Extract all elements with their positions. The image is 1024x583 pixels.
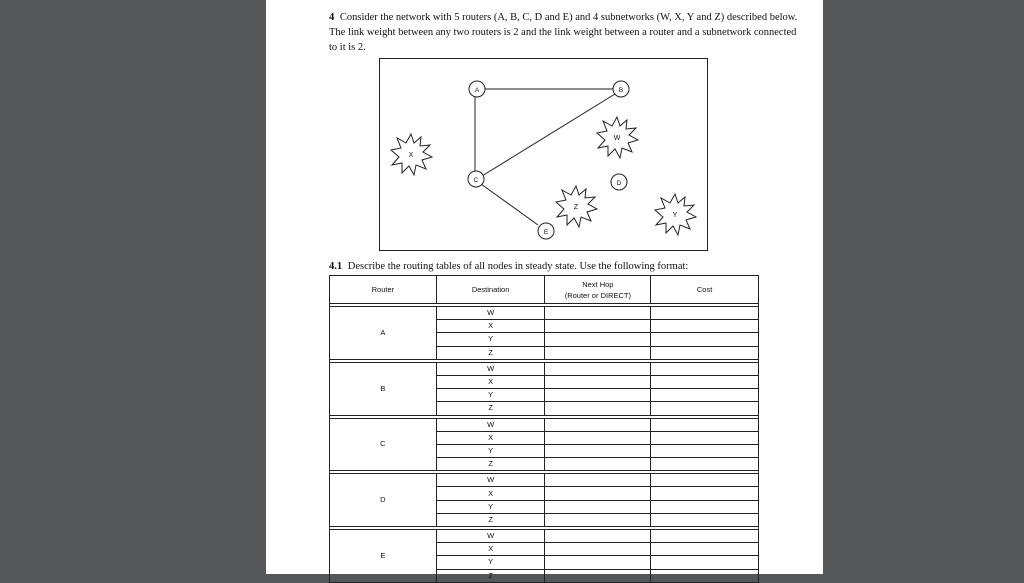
destination-cell: Z — [436, 402, 545, 415]
destination-cell: X — [436, 375, 545, 388]
routing-table-body — [330, 304, 759, 583]
cost-cell[interactable] — [651, 375, 759, 388]
destination-cell: X — [436, 320, 545, 333]
destination-cell: Z — [436, 569, 545, 582]
cost-cell[interactable] — [651, 487, 759, 500]
link-c-e — [481, 184, 538, 225]
subquestion-4-1 — [329, 261, 799, 272]
link-c-b — [482, 94, 615, 176]
router-label-e: E — [543, 229, 549, 236]
cost-cell[interactable] — [651, 389, 759, 402]
cost-cell[interactable] — [651, 458, 759, 471]
next-hop-cell[interactable] — [545, 333, 651, 346]
cost-cell[interactable] — [651, 320, 759, 333]
next-hop-cell[interactable] — [545, 487, 651, 500]
next-hop-cell[interactable] — [545, 530, 651, 543]
router-c — [468, 171, 484, 187]
router-a — [469, 81, 485, 97]
subquestion-text: Describe the routing tables of all nodes in steady state. Use the following format: — [347, 261, 689, 272]
cost-cell[interactable] — [651, 530, 759, 543]
question-4 — [329, 10, 799, 55]
router-label-d: D — [616, 180, 622, 187]
destination-cell: Y — [436, 333, 545, 346]
router-label-b: B — [618, 87, 624, 94]
router-cell: A — [330, 307, 437, 360]
routing-table-header — [330, 276, 759, 304]
table-row — [330, 418, 759, 431]
destination-cell: X — [436, 431, 545, 444]
router-cell: E — [330, 530, 437, 583]
next-hop-cell[interactable] — [545, 307, 651, 320]
next-hop-cell[interactable] — [545, 458, 651, 471]
destination-cell: W — [436, 530, 545, 543]
next-hop-cell[interactable] — [545, 431, 651, 444]
destination-cell: X — [436, 487, 545, 500]
destination-cell: W — [436, 307, 545, 320]
cost-cell[interactable] — [651, 500, 759, 513]
network-diagram-svg — [380, 59, 707, 250]
table-row — [330, 530, 759, 543]
destination-cell: W — [436, 474, 545, 487]
cost-cell[interactable] — [651, 556, 759, 569]
question-number: 4 — [329, 12, 335, 23]
router-cell: B — [330, 362, 437, 415]
destination-cell: X — [436, 543, 545, 556]
cost-cell[interactable] — [651, 569, 759, 582]
destination-cell: Z — [436, 513, 545, 526]
next-hop-cell[interactable] — [545, 375, 651, 388]
router-cell: D — [330, 474, 437, 527]
destination-cell: Y — [436, 444, 545, 457]
next-hop-cell[interactable] — [545, 569, 651, 582]
subnet-w — [597, 117, 638, 158]
destination-cell: W — [436, 418, 545, 431]
next-hop-cell[interactable] — [545, 402, 651, 415]
next-hop-cell[interactable] — [545, 556, 651, 569]
next-hop-cell[interactable] — [545, 543, 651, 556]
router-label-c: C — [473, 177, 479, 184]
cost-cell[interactable] — [651, 444, 759, 457]
cost-cell[interactable] — [651, 431, 759, 444]
network-diagram — [379, 58, 708, 251]
cost-cell[interactable] — [651, 333, 759, 346]
subnet-y — [655, 194, 696, 235]
router-e — [538, 223, 554, 239]
document-page — [266, 0, 823, 580]
router-b — [613, 81, 629, 97]
subnet-x — [391, 134, 432, 175]
routing-table — [329, 275, 759, 583]
header-next-hop — [545, 276, 651, 304]
next-hop-cell[interactable] — [545, 418, 651, 431]
next-hop-cell[interactable] — [545, 513, 651, 526]
destination-cell: Z — [436, 346, 545, 359]
next-hop-cell[interactable] — [545, 320, 651, 333]
header-cost: Cost — [651, 276, 759, 304]
destination-cell: Z — [436, 458, 545, 471]
next-hop-cell[interactable] — [545, 389, 651, 402]
router-cell: C — [330, 418, 437, 471]
header-next-hop-line1: Next Hop — [582, 279, 614, 289]
destination-cell: Y — [436, 500, 545, 513]
router-d — [611, 174, 627, 190]
cost-cell[interactable] — [651, 543, 759, 556]
subnet-label-w: W — [613, 135, 621, 142]
header-destination: Destination — [436, 276, 545, 304]
next-hop-cell[interactable] — [545, 362, 651, 375]
subnet-z — [556, 186, 597, 227]
subquestion-number: 4.1 — [329, 261, 343, 272]
header-router: Router — [330, 276, 437, 304]
cost-cell[interactable] — [651, 362, 759, 375]
cost-cell[interactable] — [651, 402, 759, 415]
next-hop-cell[interactable] — [545, 500, 651, 513]
subnet-label-x: X — [408, 152, 414, 159]
destination-cell: Y — [436, 389, 545, 402]
next-hop-cell[interactable] — [545, 444, 651, 457]
cost-cell[interactable] — [651, 346, 759, 359]
table-row — [330, 362, 759, 375]
cost-cell[interactable] — [651, 418, 759, 431]
cost-cell[interactable] — [651, 474, 759, 487]
next-hop-cell[interactable] — [545, 346, 651, 359]
subnet-label-z: Z — [573, 204, 579, 211]
cost-cell[interactable] — [651, 513, 759, 526]
router-label-a: A — [474, 87, 480, 94]
table-row — [330, 474, 759, 487]
destination-cell: W — [436, 362, 545, 375]
header-next-hop-line2: (Router or DIRECT) — [564, 290, 631, 300]
next-hop-cell[interactable] — [545, 474, 651, 487]
subnet-label-y: Y — [672, 212, 678, 219]
cost-cell[interactable] — [651, 307, 759, 320]
table-row — [330, 307, 759, 320]
question-text: Consider the network with 5 routers (A, B, C, D and E) and 4 subnetworks (W, X, Y and Z) described below. The link weight between any two routers is 2 and the link weight between a router and a subnetwork connected to it is 2. — [329, 12, 798, 53]
destination-cell: Y — [436, 556, 545, 569]
